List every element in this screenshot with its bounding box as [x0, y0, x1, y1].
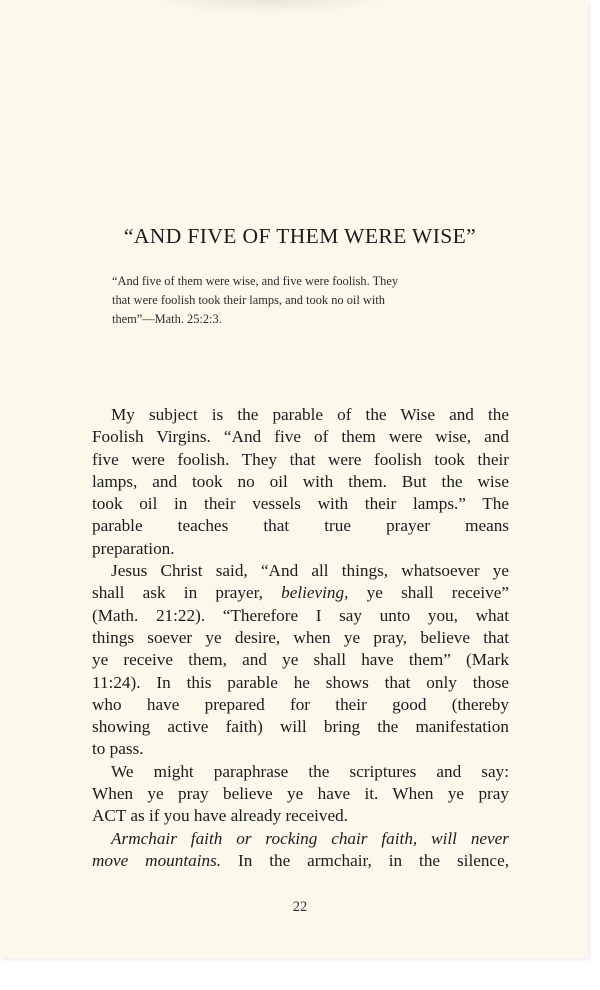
chapter-title: “AND FIVE OF THEM WERE WISE”	[123, 224, 477, 248]
text-line	[92, 828, 509, 850]
text-line: My subject is the parable of the Wise and the	[111, 405, 509, 424]
text-line: lamps, and took no oil with them. But the wise	[92, 471, 509, 491]
text-line: When ye pray believe ye have it. When ye pray	[92, 784, 509, 804]
text-line: preparation.	[92, 538, 175, 558]
epigraph	[112, 272, 508, 329]
text-span: In the armchair, in the silence,	[221, 850, 509, 870]
text-line: showing active faith) will bring the manifestation	[92, 717, 509, 737]
page-number: 22	[292, 899, 308, 915]
text-line: We might paraphrase the scriptures and say:	[111, 761, 509, 781]
text-line: parable teaches that true prayer means	[92, 516, 509, 536]
page-shadow	[150, 0, 390, 14]
text-line: five were foolish. They that were foolish took their	[92, 449, 509, 469]
text-line: things soever ye desire, when ye pray, believe that	[92, 627, 509, 647]
text-span: shall ask in prayer,	[92, 583, 282, 603]
text-line: Foolish Virgins. “And five of them were wise, and	[92, 427, 509, 447]
text-line: Jesus Christ said, “And all things, whatsoever ye	[111, 561, 509, 581]
italic-span: Armchair faith or rocking chair faith, will never	[111, 828, 509, 848]
text-span: ye shall receive”	[348, 583, 509, 603]
italic-span: move mountains.	[92, 850, 222, 870]
text-line: took oil in their vessels with their lamps.” The	[92, 494, 509, 514]
text-line: who have prepared for their good (thereby	[92, 694, 509, 714]
epigraph-line: them”—Math. 25:2:3.	[112, 312, 222, 326]
text-line-mixed	[92, 582, 509, 604]
body-text	[92, 404, 509, 872]
italic-span: believing,	[281, 583, 349, 603]
epigraph-line: that were foolish took their lamps, and took no oil with	[112, 293, 385, 307]
text-line: to pass.	[92, 739, 144, 759]
text-line: ACT as if you have already received.	[92, 806, 348, 826]
epigraph-line: “And five of them were wise, and five were foolish. They	[112, 274, 399, 288]
text-line: ye receive them, and ye shall have them” (Mark	[92, 650, 509, 670]
text-line-mixed	[92, 850, 509, 872]
text-line: (Math. 21:22). “Therefore I say unto you, what	[92, 605, 509, 625]
text-line: 11:24). In this parable he shows that only those	[92, 672, 509, 692]
